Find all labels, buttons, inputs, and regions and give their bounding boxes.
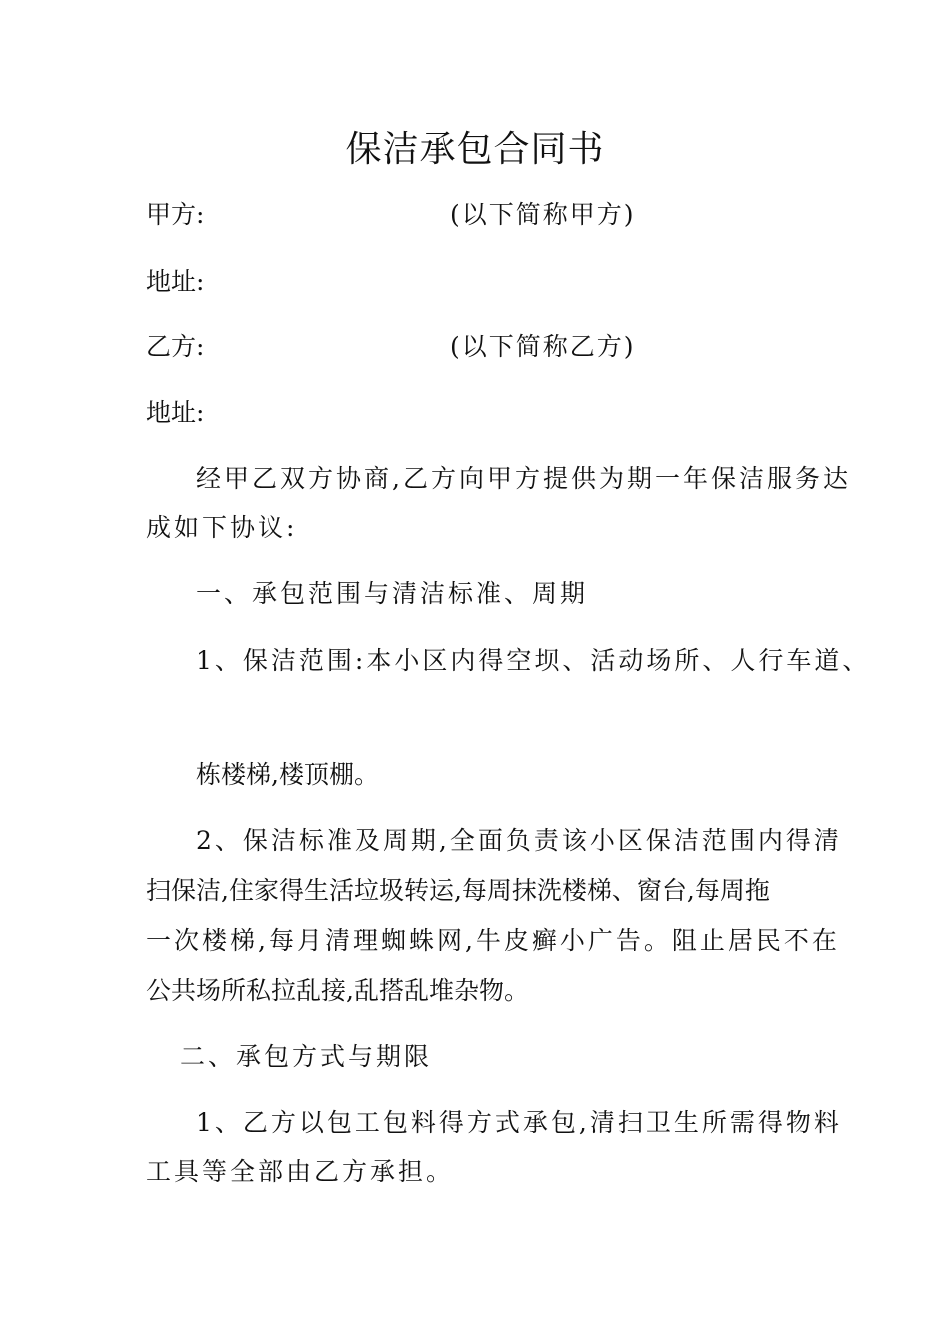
- item-1-line-2: 栋楼梯,楼顶棚。: [196, 760, 379, 789]
- item-2-line-3: 一次楼梯,每月清理蜘蛛网,牛皮癣小广告。阻止居民不在: [146, 926, 840, 955]
- intro-paragraph-line-2: 成如下协议:: [146, 513, 298, 542]
- party-b-note: (以下简称乙方): [450, 332, 636, 361]
- section-1-heading: 一、承包范围与清洁标准、周期: [196, 579, 589, 608]
- item-2-line-1: 2、保洁标准及周期,全面负责该小区保洁范围内得清: [196, 826, 842, 855]
- item-1-line-1: 1、保洁范围:本小区内得空坝、活动场所、人行车道、: [196, 646, 871, 675]
- item-2-line-2: 扫保洁,住家得生活垃圾转运,每周抹洗楼梯、窗台,每周拖: [146, 876, 770, 905]
- section-2-heading: 二、承包方式与期限: [180, 1042, 433, 1071]
- party-a-note: (以下简称甲方): [450, 200, 636, 229]
- party-a-label: 甲方:: [146, 200, 205, 229]
- party-b-address: 地址:: [146, 398, 205, 427]
- item-3-line-2: 工具等全部由乙方承担。: [146, 1157, 455, 1186]
- item-3-line-1: 1、乙方以包工包料得方式承包,清扫卫生所需得物料: [196, 1108, 842, 1137]
- intro-paragraph-line-1: 经甲乙双方协商,乙方向甲方提供为期一年保洁服务达: [196, 464, 851, 493]
- party-b-label: 乙方:: [146, 332, 205, 361]
- party-a-address: 地址:: [146, 267, 205, 296]
- item-2-line-4: 公共场所私拉乱接,乱搭乱堆杂物。: [146, 976, 529, 1005]
- document-title: 保洁承包合同书: [345, 129, 605, 170]
